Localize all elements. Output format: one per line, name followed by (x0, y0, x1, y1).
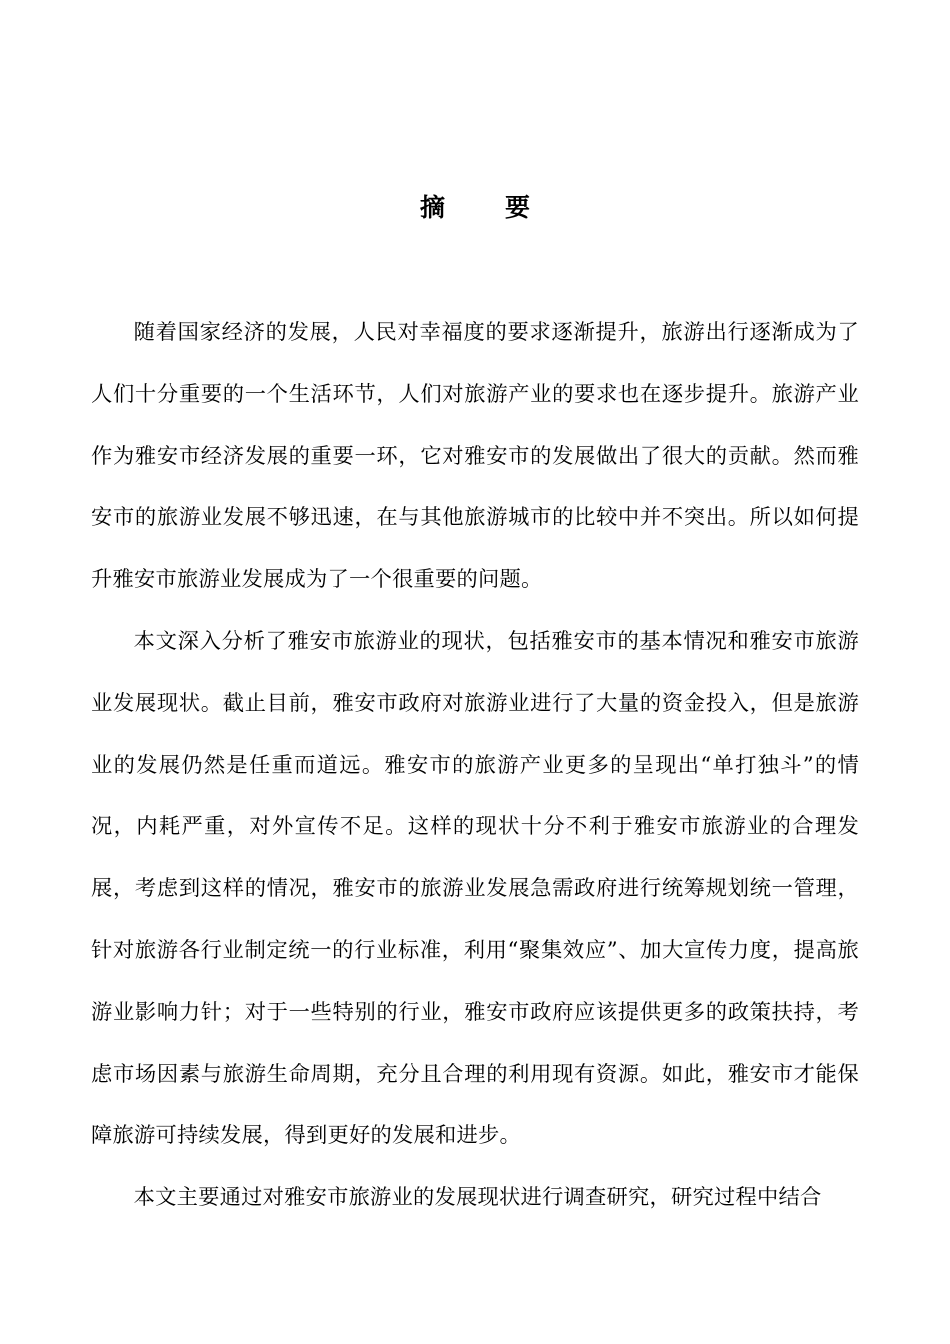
paragraph-2: 本文深入分析了雅安市旅游业的现状，包括雅安市的基本情况和雅安市旅游业发展现状。截止目前，雅安市政府对旅游业进行了大量的资金投入，但是旅游业的发展仍然是任重而道远。雅安市的旅游产业更多的呈现出“单打独斗”的情况，内耗严重，对外宣传不足。这样的现状十分不利于雅安市旅游业的合理发展，考虑到这样的情况，雅安市的旅游业发展急需政府进行统筹规划统一管理，针对旅游各行业制定统一的行业标准，利用“聚集效应”、加大宣传力度，提高旅游业影响力针；对于一些特别的行业，雅安市政府应该提供更多的政策扶持，考虑市场因素与旅游生命周期，充分且合理的利用现有资源。如此，雅安市才能保障旅游可持续发展，得到更好的发展和进步。 (91, 628, 859, 1149)
paragraph-1: 随着国家经济的发展，人民对幸福度的要求逐渐提升，旅游出行逐渐成为了人们十分重要的一个生活环节，人们对旅游产业的要求也在逐步提升。旅游产业作为雅安市经济发展的重要一环，它对雅安市的发展做出了很大的贡献。然而雅安市的旅游业发展不够迅速，在与其他旅游城市的比较中并不突出。所以如何提升雅安市旅游业发展成为了一个很重要的问题。 (91, 320, 859, 593)
abstract-title: 摘要 (419, 193, 590, 222)
abstract-body (91, 302, 859, 1229)
paragraph-3: 本文主要通过对雅安市旅游业的发展现状进行调查研究，研究过程中结合 (133, 1185, 822, 1211)
